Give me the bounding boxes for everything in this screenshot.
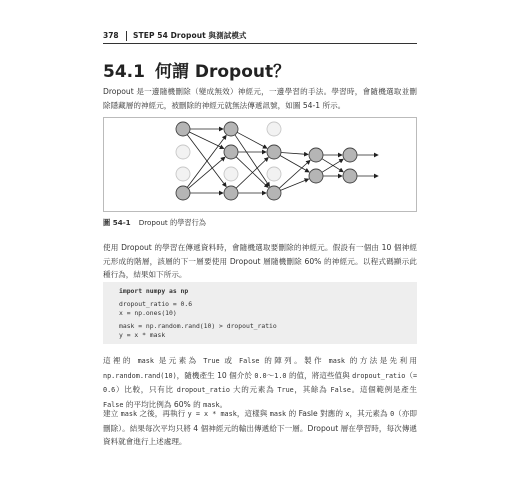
running-head [103, 29, 417, 43]
neuron-dropped [267, 122, 281, 136]
neuron-active [224, 186, 238, 200]
inline-code: True [203, 357, 220, 365]
neuron-dropped [224, 167, 238, 181]
code-line: mask = np.random.rand(10) > dropout_ratio [119, 322, 277, 330]
text-run: 。 [219, 399, 228, 409]
neuron-active [224, 122, 238, 136]
text-run: （亦即刪除）。結果每次平均只將 4 個神經元的輸出傳遞給下一層。Dropout 層在學習時，每次傳遞資料就會進行上述處理。 [103, 409, 418, 446]
header-rule [103, 43, 417, 44]
text-run: （ [405, 370, 413, 380]
text-run: 或 [219, 356, 240, 365]
neuron-active [224, 145, 238, 159]
text-run: 大的元素為 [229, 385, 278, 394]
connection-edge [322, 159, 343, 172]
connection-edge [281, 152, 308, 154]
connection-edge [237, 132, 267, 148]
text-run: ）比較，只有比 [115, 385, 177, 394]
text-run: 建立 [103, 409, 121, 418]
inline-code: False [103, 400, 124, 409]
inline-code: 0 [390, 410, 395, 418]
connection-edge [280, 155, 309, 172]
neuron-active [176, 122, 190, 136]
code-line: dropout_ratio = 0.6 [119, 300, 193, 308]
inline-code: = 0.6 [103, 371, 418, 394]
text-run: 這裡的 [103, 356, 138, 365]
inline-code: 1.0 [274, 371, 287, 380]
inline-code: dropout_ratio [176, 386, 230, 394]
text-run: 的 Fasle 對應的 [286, 409, 346, 418]
code-line: x = np.ones(10) [119, 309, 177, 317]
neural-network-diagram [104, 118, 416, 211]
inline-code: y = x * mask [187, 410, 237, 418]
figure-caption [103, 218, 206, 228]
figure-number: 圖 54-1 [103, 218, 131, 227]
section-heading [103, 62, 290, 82]
neuron-dropped [176, 167, 190, 181]
connection-edge [279, 160, 310, 188]
code-line: import numpy as np [119, 287, 189, 295]
inline-code: mask [120, 410, 138, 418]
text-run: ，其餘為 [293, 385, 331, 394]
step-title: STEP 54 Dropout 與測試模式 [133, 31, 247, 40]
inline-code: dropout_ratio [352, 371, 406, 380]
neuron-dropped [267, 167, 281, 181]
code-block [103, 282, 417, 344]
text-run: 之後，再執行 [137, 409, 188, 418]
inline-code: 0.0 [254, 371, 267, 380]
connection-edge [322, 159, 343, 172]
connection-edge [280, 179, 308, 190]
body-paragraph-2: 使用 Dropout 的學習在傳遞資料時，會隨機選取要刪除的神經元。假設有一個由 10 個神經元形成的階層，該層的下一層要使用 Dropout 層隨機刪除 60% 的神經元。以程式碼顯示此種行為，結果如下所示。 [103, 243, 417, 279]
inline-code: x [345, 410, 350, 418]
neuron-active [267, 145, 281, 159]
header-divider [126, 31, 127, 41]
text-run: 的平均比例為 60% 的 [123, 399, 204, 409]
body-paragraph-4 [103, 407, 417, 449]
body-paragraph-3 [103, 354, 417, 412]
text-run: 的陣列。製作 [259, 356, 329, 365]
section-title: 何謂 Dropout？ [154, 62, 291, 82]
section-number: 54.1 [103, 62, 145, 82]
neuron-active [267, 186, 281, 200]
neuron-active [343, 148, 357, 162]
neuron-active [343, 169, 357, 183]
inline-code: False [330, 386, 351, 394]
inline-code: mask [269, 410, 287, 418]
connection-edge [236, 157, 268, 188]
neuron-active [309, 148, 323, 162]
inline-code: False [239, 357, 260, 365]
inline-code: mask [203, 400, 220, 409]
text-run: 的值，將這些值與 [286, 370, 353, 380]
text-run: 是元素為 [153, 356, 204, 365]
text-run: ，隨機產生 10 個介於 [176, 370, 255, 380]
figure-54-1 [103, 117, 417, 212]
inline-code: mask [328, 357, 346, 365]
code-line: y = x * mask [119, 331, 166, 339]
inline-code: np.random.rand(10) [103, 371, 177, 380]
text-run: 。這個範例是產生 [350, 385, 418, 394]
text-run: ～ [266, 370, 275, 380]
text-run: ，其元素為 [349, 409, 391, 418]
neuron-active [309, 169, 323, 183]
text-run: 的方法是先利用 [345, 356, 418, 365]
connection-edge [236, 158, 268, 189]
neuron-active [176, 186, 190, 200]
intro-paragraph: Dropout 是一邊隨機刪除（變成無效）神經元，一邊學習的手法。學習時，會隨機選取並刪除隱藏層的神經元，被刪除的神經元就無法傳遞訊號，如圖 54-1 所示。 [103, 87, 417, 110]
figure-caption-text: Dropout 的學習行為 [138, 218, 206, 227]
inline-code: True [277, 386, 294, 394]
neuron-dropped [176, 145, 190, 159]
text-run: ，這樣與 [236, 409, 270, 418]
inline-code: mask [137, 357, 154, 365]
page-number: 378 [103, 31, 119, 40]
